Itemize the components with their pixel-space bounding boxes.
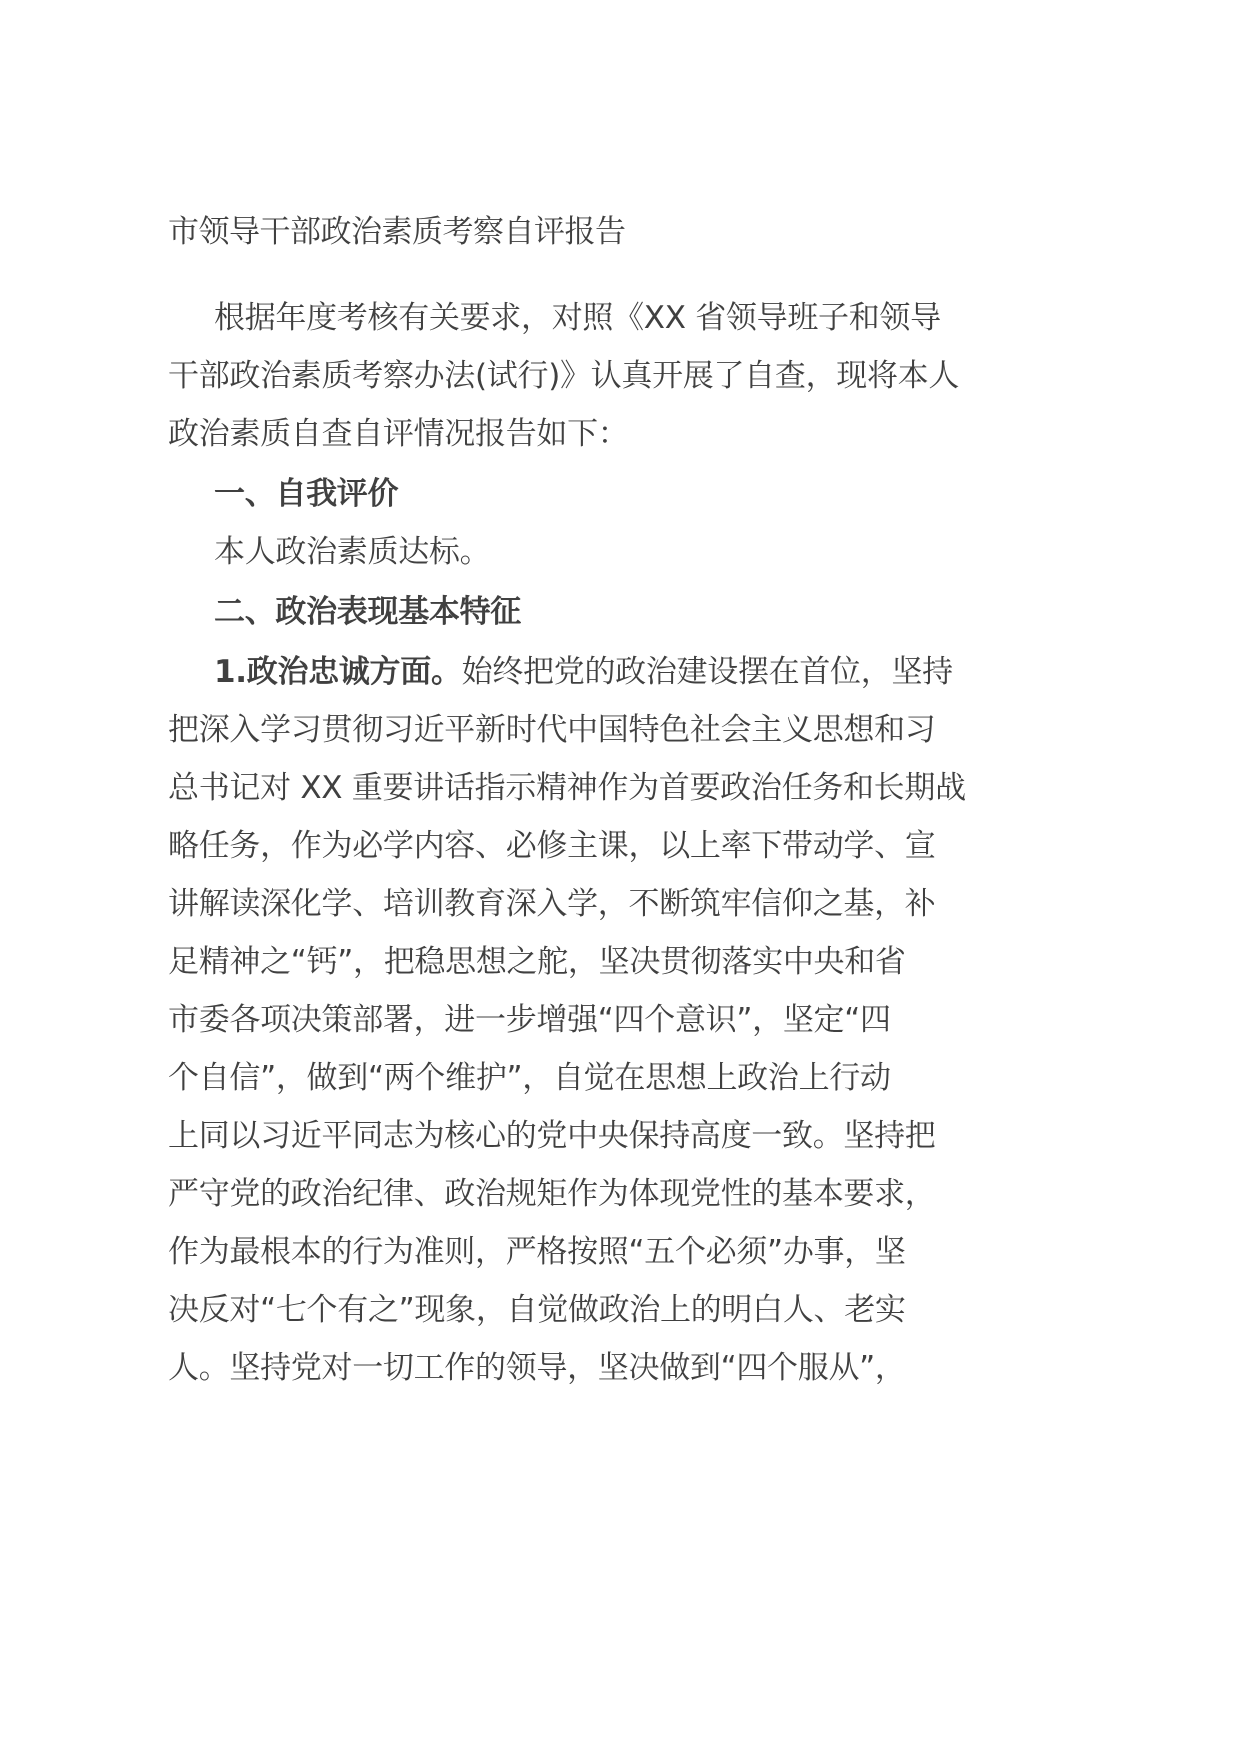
item-text: 始终把党的政治建设摆在首位，坚持 (461, 654, 953, 690)
section-heading-self-evaluation: 一、自我评价 (214, 476, 399, 512)
intro-line: 政治素质自查自评情况报告如下： (168, 416, 629, 452)
body-line: 足精神之“钙”，把稳思想之舵，坚决贯彻落实中央和省 (168, 944, 906, 980)
item-lead: 1.政治忠诚方面。 (214, 654, 462, 690)
document-title: 市领导干部政治素质考察自评报告 (168, 214, 626, 250)
section-heading-political-features: 二、政治表现基本特征 (214, 594, 521, 630)
body-line: 作为最根本的行为准则，严格按照“五个必须”办事，坚 (168, 1234, 906, 1270)
body-line: 市委各项决策部署，进一步增强“四个意识”，坚定“四 (168, 1002, 891, 1038)
body-line: 人。坚持党对一切工作的领导，坚决做到“四个服从”， (168, 1350, 906, 1386)
intro-line: 根据年度考核有关要求，对照《XX 省领导班子和领导 (214, 300, 941, 336)
body-line: 严守党的政治纪律、政治规矩作为体现党性的基本要求， (168, 1176, 936, 1212)
intro-line: 干部政治素质考察办法(试行)》认真开展了自查，现将本人 (168, 358, 960, 394)
body-line: 总书记对 XX 重要讲话指示精神作为首要政治任务和长期战 (168, 770, 966, 806)
body-line: 个自信”，做到“两个维护”，自觉在思想上政治上行动 (168, 1060, 891, 1096)
body-line: 讲解读深化学、培训教育深入学，不断筑牢信仰之基，补 (168, 886, 936, 922)
body-line: 略任务，作为必学内容、必修主课，以上率下带动学、宣 (168, 828, 936, 864)
section-body: 本人政治素质达标。 (214, 534, 491, 570)
body-line: 上同以习近平同志为核心的党中央保持高度一致。坚持把 (168, 1118, 936, 1154)
body-line: 决反对“七个有之”现象，自觉做政治上的明白人、老实 (168, 1292, 906, 1328)
item-first-line (214, 648, 953, 696)
body-line: 把深入学习贯彻习近平新时代中国特色社会主义思想和习 (168, 712, 936, 748)
